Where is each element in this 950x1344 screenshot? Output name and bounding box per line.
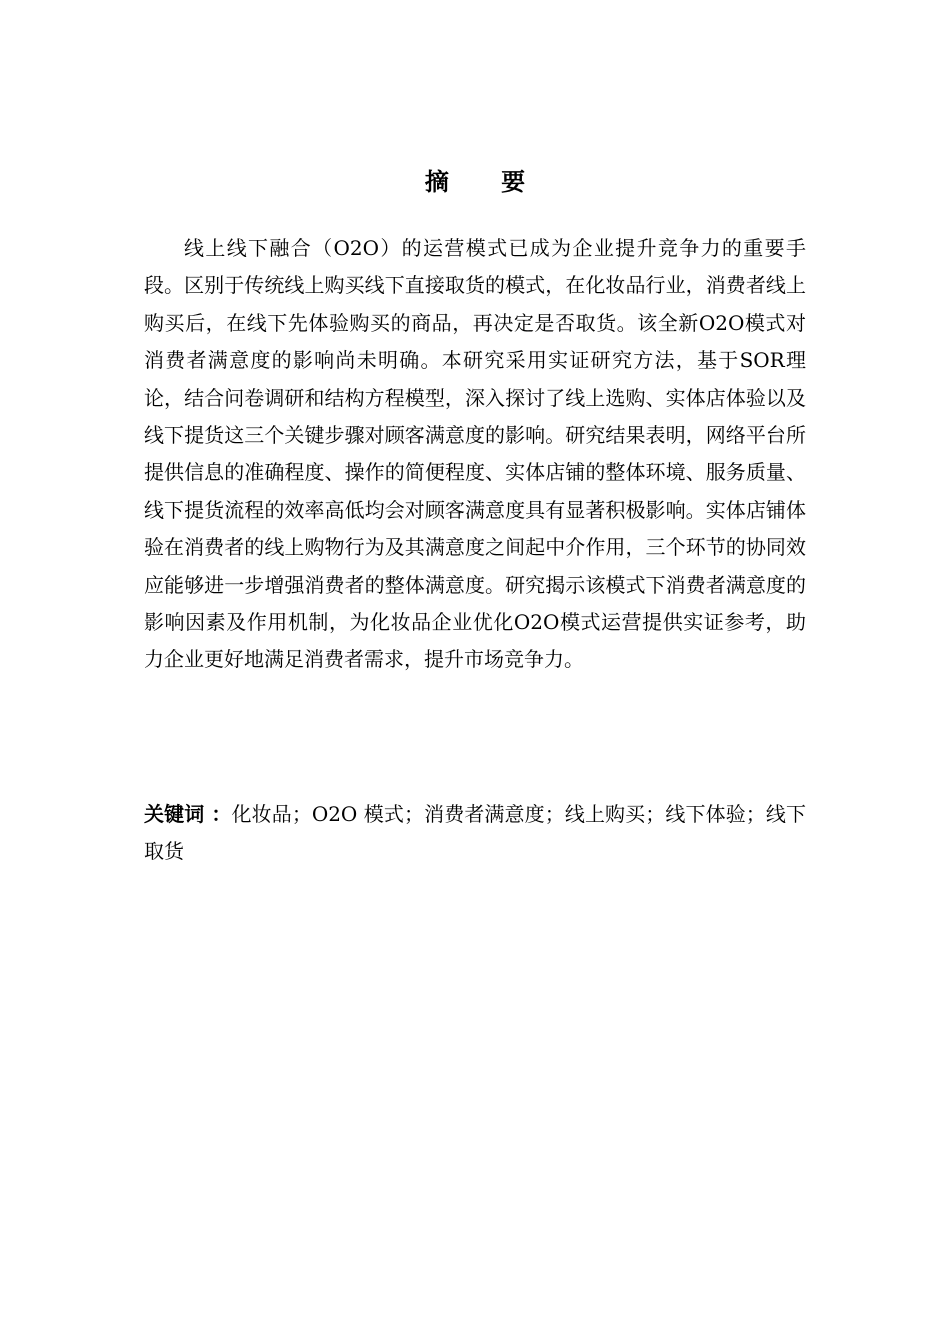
abstract-body: 线上线下融合（O2O）的运营模式已成为企业提升竞争力的重要手段。区别于传统线上购买线下直接取货的模式，在化妆品行业，消费者线上购买后，在线下先体验购买的商品，再决定是否取货。该全新O2O模式对消费者满意度的影响尚未明确。本研究采用实证研究方法，基于SOR理论，结合问卷调研和结构方程模型，深入探讨了线上选购、实体店体验以及线下提货这三个关键步骤对顾客满意度的影响。研究结果表明，网络平台所提供信息的准确程度、操作的简便程度、实体店铺的整体环境、服务质量、线下提货流程的效率高低均会对顾客满意度具有显著积极影响。实体店铺体验在消费者的线上购物行为及其满意度之间起中介作用，三个环节的协同效应能够进一步增强消费者的整体满意度。研究揭示该模式下消费者满意度的影响因素及作用机制，为化妆品企业优化O2O模式运营提供实证参考，助力企业更好地满足消费者需求，提升市场竞争力。	[144, 236, 806, 672]
keywords-label: 关键词 ：	[144, 802, 232, 826]
keywords-text: 化妆品；O2O 模式；消费者满意度；线上购买；线下体验；线下取货	[144, 802, 807, 864]
page-title: 摘 要	[424, 168, 548, 196]
keywords-line	[144, 796, 806, 871]
